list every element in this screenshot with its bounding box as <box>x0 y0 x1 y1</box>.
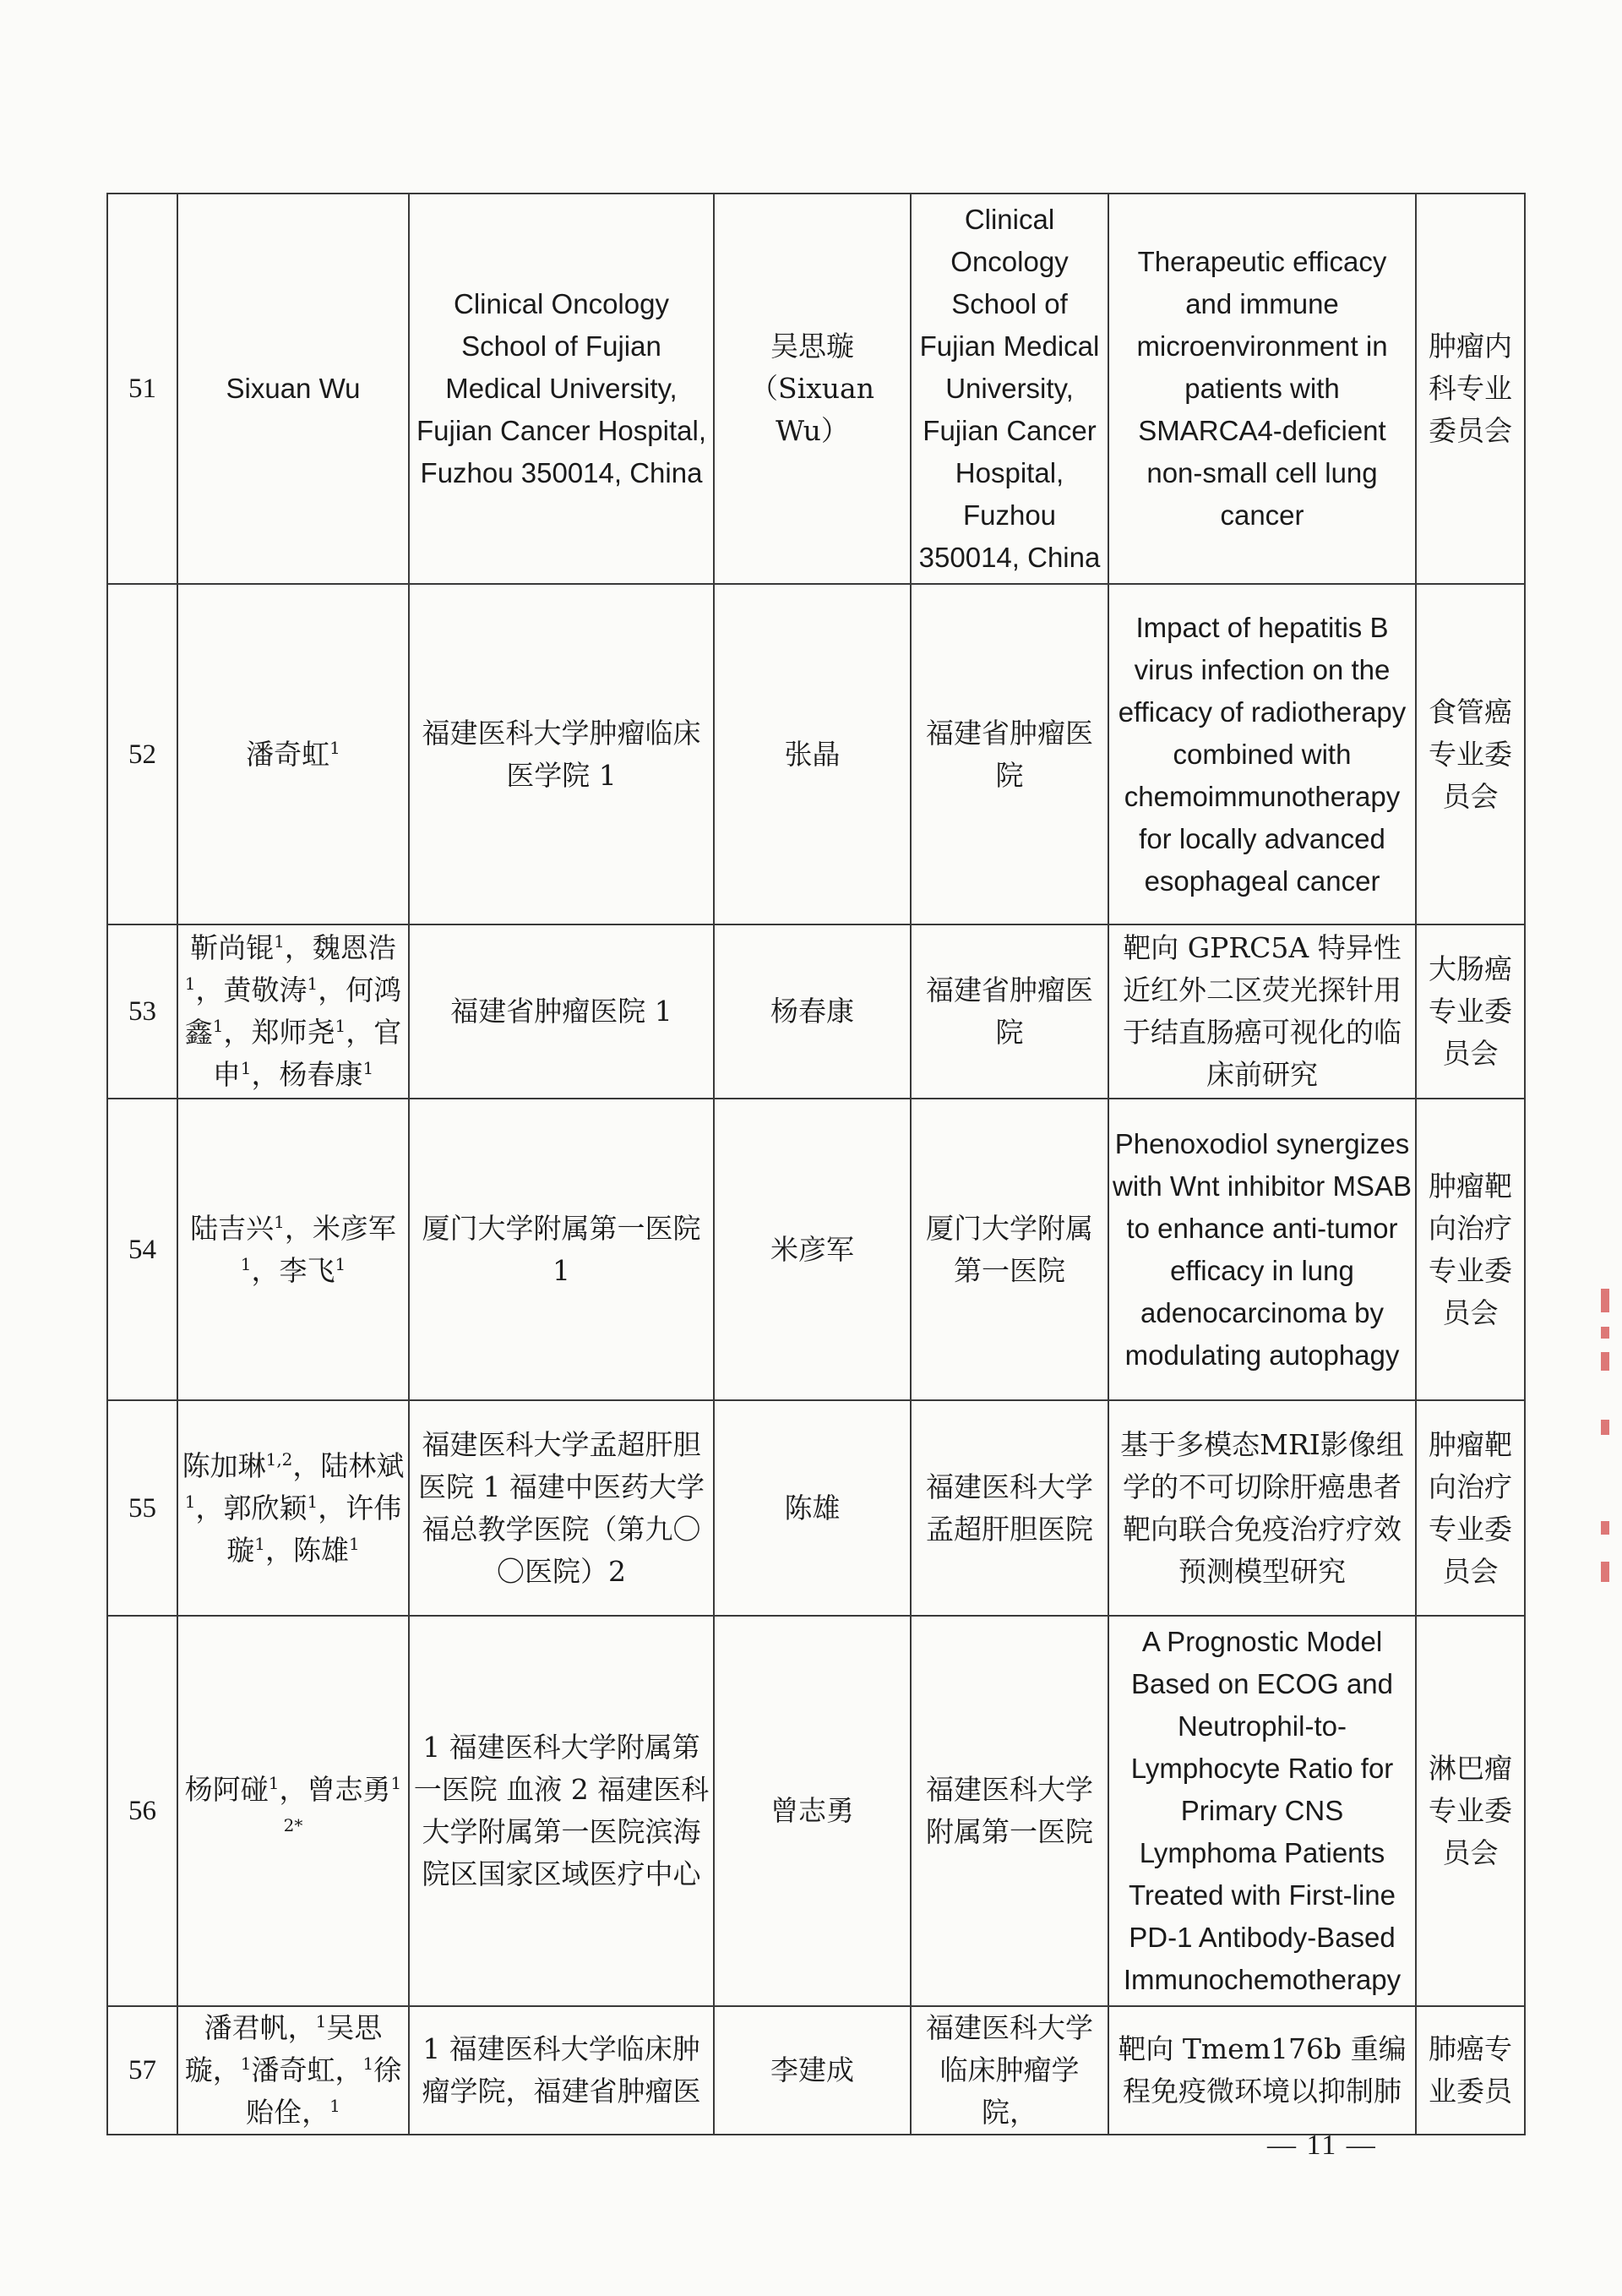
title-cell: A Prognostic Model Based on ECOG and Neutrophil-to-Lymphocyte Ratio for Primary CNS Lymphoma Patients Treated with First-line PD-1 Antibody-Based Immunochemotherapy <box>1108 1616 1416 2006</box>
author-name: 何鸿鑫 <box>184 973 402 1049</box>
corresponding-author-cell: 吴思璇（Sixuan Wu） <box>714 194 911 584</box>
row-number: 51 <box>107 194 177 584</box>
title-cell: Therapeutic efficacy and immune microenvironment in patients with SMARCA4-deficient non-small cell lung cancer <box>1108 194 1416 584</box>
author-name: 许伟璇 <box>226 1491 402 1567</box>
author-cell: 潘君帆，$^1$吴思璇，$^1$潘奇虹，$^1$徐贻佺，$^1$ <box>177 2006 409 2135</box>
committee-cell: 肿瘤内科专业委员会 <box>1416 194 1525 584</box>
author-name: 潘奇虹 <box>251 2053 335 2086</box>
corresponding-author-cell: 曾志勇 <box>714 1616 911 2006</box>
table-row <box>107 1616 1525 2006</box>
affiliation-cell: 1 福建医科大学附属第一医院 血液 2 福建医科大学附属第一医院滨海院区国家区域医疗中心 <box>409 1616 714 2006</box>
author-name: 曾志勇 <box>307 1773 391 1806</box>
row-number: 54 <box>107 1099 177 1400</box>
corresponding-author-cell: 张晶 <box>714 584 911 924</box>
author-sup: 1 <box>240 1058 252 1078</box>
title-cell: 基于多模态MRI影像组学的不可切除肝癌患者靶向联合免疫治疗疗效预测模型研究 <box>1108 1400 1416 1616</box>
author-sup: 1 <box>274 931 285 952</box>
author-cell: 靳尚锟$^1$，魏恩浩$^1$，黄敬涛$^1$，何鸿鑫$^1$，郑师尧$^1$，官申$^1$，杨春康$^1$ <box>177 924 409 1099</box>
author-sup: 1 2* <box>283 1773 402 1835</box>
corresponding-affiliation-cell: Clinical Oncology School of Fujian Medical University, Fujian Cancer Hospital, Fuzhou 350014, China <box>911 194 1108 584</box>
row-number: 52 <box>107 584 177 924</box>
author-sup: 1 <box>315 2011 327 2031</box>
author-sup: 1 <box>184 1491 196 1512</box>
author-sup: 1 <box>362 1058 374 1078</box>
corresponding-author-cell: 杨春康 <box>714 924 911 1099</box>
author-name: 徐贻佺 <box>246 2053 402 2129</box>
author-name: 魏恩浩 <box>312 931 396 964</box>
author-name: 米彦军 <box>312 1211 396 1245</box>
author-cell: 陈加琳$^{1,2}$，陆林斌$^1$，郭欣颖$^1$，许伟璇$^1$，陈雄$^1$ <box>177 1400 409 1616</box>
author-sup: 1,2 <box>265 1448 293 1470</box>
committee-cell: 肿瘤靶向治疗专业委员会 <box>1416 1099 1525 1400</box>
author-name: 陈加琳 <box>182 1448 266 1482</box>
author-sup: 1 <box>268 1773 280 1793</box>
committee-cell: 淋巴瘤专业委员会 <box>1416 1616 1525 2006</box>
author-name: 靳尚锟 <box>190 931 275 964</box>
author-name: 陆林斌 <box>320 1448 405 1482</box>
table-row <box>107 924 1525 1099</box>
author-cell: 陆吉兴$^1$，米彦军$^1$，李飞$^1$ <box>177 1099 409 1400</box>
author-sup: 1 <box>335 1253 346 1274</box>
affiliation-cell: 福建省肿瘤医院 1 <box>409 924 714 1099</box>
author-cell: 杨阿碰$^1$，曾志勇$^{1 2*}$ <box>177 1616 409 2006</box>
author-sup: 1 <box>329 737 340 758</box>
author-sup: 1 <box>307 1491 318 1512</box>
table-row <box>107 584 1525 924</box>
author-sup: 1 <box>212 1016 224 1036</box>
author-name: 陆吉兴 <box>190 1211 275 1245</box>
abstract-table <box>106 193 1526 2135</box>
author-sup: 1 <box>307 973 318 994</box>
corresponding-affiliation-cell: 厦门大学附属第一医院 <box>911 1099 1108 1400</box>
affiliation-cell: Clinical Oncology School of Fujian Medical University, Fujian Cancer Hospital, Fuzhou 350014, China <box>409 194 714 584</box>
author-name: 陈雄 <box>293 1533 349 1567</box>
row-number: 56 <box>107 1616 177 2006</box>
author-sup: 1 <box>184 973 196 994</box>
table-row <box>107 1400 1525 1616</box>
author-sup: 1 <box>240 1253 252 1274</box>
title-cell: 靶向 Tmem176b 重编程免疫微环境以抑制肺 <box>1108 2006 1416 2135</box>
row-number: 53 <box>107 924 177 1099</box>
affiliation-cell: 福建医科大学肿瘤临床医学院 1 <box>409 584 714 924</box>
affiliation-cell: 1 福建医科大学临床肿瘤学院，福建省肿瘤医 <box>409 2006 714 2135</box>
author-sup: 1 <box>362 2053 374 2074</box>
author-cell <box>177 584 409 924</box>
corresponding-author-cell: 陈雄 <box>714 1400 911 1616</box>
title-cell: Phenoxodiol synergizes with Wnt inhibitor MSAB to enhance anti-tumor efficacy in lung adenocarcinoma by modulating autophagy <box>1108 1099 1416 1400</box>
author-sup: 1 <box>254 1533 265 1554</box>
author-name: 潘奇虹 <box>246 737 330 771</box>
affiliation-cell: 厦门大学附属第一医院 1 <box>409 1099 714 1400</box>
title-cell: 靶向 GPRC5A 特异性近红外二区荧光探针用于结直肠癌可视化的临床前研究 <box>1108 924 1416 1099</box>
author-sup: 1 <box>329 2096 340 2116</box>
table-row <box>107 1099 1525 1400</box>
row-number: 57 <box>107 2006 177 2135</box>
corresponding-affiliation-cell: 福建医科大学临床肿瘤学院， <box>911 2006 1108 2135</box>
author-name: 吴思璇 <box>184 2011 383 2086</box>
corresponding-affiliation-cell: 福建省肿瘤医院 <box>911 584 1108 924</box>
author-name: 潘君帆 <box>204 2011 288 2044</box>
author-name: 黄敬涛 <box>223 973 308 1006</box>
author-name: 郑师尧 <box>251 1016 335 1049</box>
committee-cell: 大肠癌专业委员会 <box>1416 924 1525 1099</box>
author-name: 杨春康 <box>279 1058 363 1091</box>
table-row <box>107 2006 1525 2135</box>
committee-cell: 食管癌专业委员会 <box>1416 584 1525 924</box>
title-cell: Impact of hepatitis B virus infection on the efficacy of radiotherapy combined with chemoimmunotherapy for locally advanced esophageal cancer <box>1108 584 1416 924</box>
corresponding-affiliation-cell: 福建医科大学附属第一医院 <box>911 1616 1108 2006</box>
affiliation-cell: 福建医科大学孟超肝胆医院 1 福建中医药大学福总教学医院（第九〇〇医院）2 <box>409 1400 714 1616</box>
page-number: — 11 — <box>1267 2130 1377 2161</box>
author-sup: 1 <box>335 1016 346 1036</box>
author-sup: 1 <box>349 1533 360 1554</box>
corresponding-author-cell: 米彦军 <box>714 1099 911 1400</box>
author-sup: 1 <box>240 2053 252 2074</box>
corresponding-author-cell: 李建成 <box>714 2006 911 2135</box>
row-number: 55 <box>107 1400 177 1616</box>
author-name: 李飞 <box>279 1253 335 1287</box>
table-row <box>107 194 1525 584</box>
author-name: 郭欣颖 <box>223 1491 308 1524</box>
corresponding-affiliation-cell: 福建省肿瘤医院 <box>911 924 1108 1099</box>
author-name: 杨阿碰 <box>184 1773 269 1806</box>
corresponding-affiliation-cell: 福建医科大学孟超肝胆医院 <box>911 1400 1108 1616</box>
committee-cell: 肿瘤靶向治疗专业委员会 <box>1416 1400 1525 1616</box>
committee-cell: 肺癌专业委员 <box>1416 2006 1525 2135</box>
author-name: 官申 <box>212 1016 402 1091</box>
author-cell: Sixuan Wu <box>177 194 409 584</box>
author-sup: 1 <box>274 1211 285 1232</box>
